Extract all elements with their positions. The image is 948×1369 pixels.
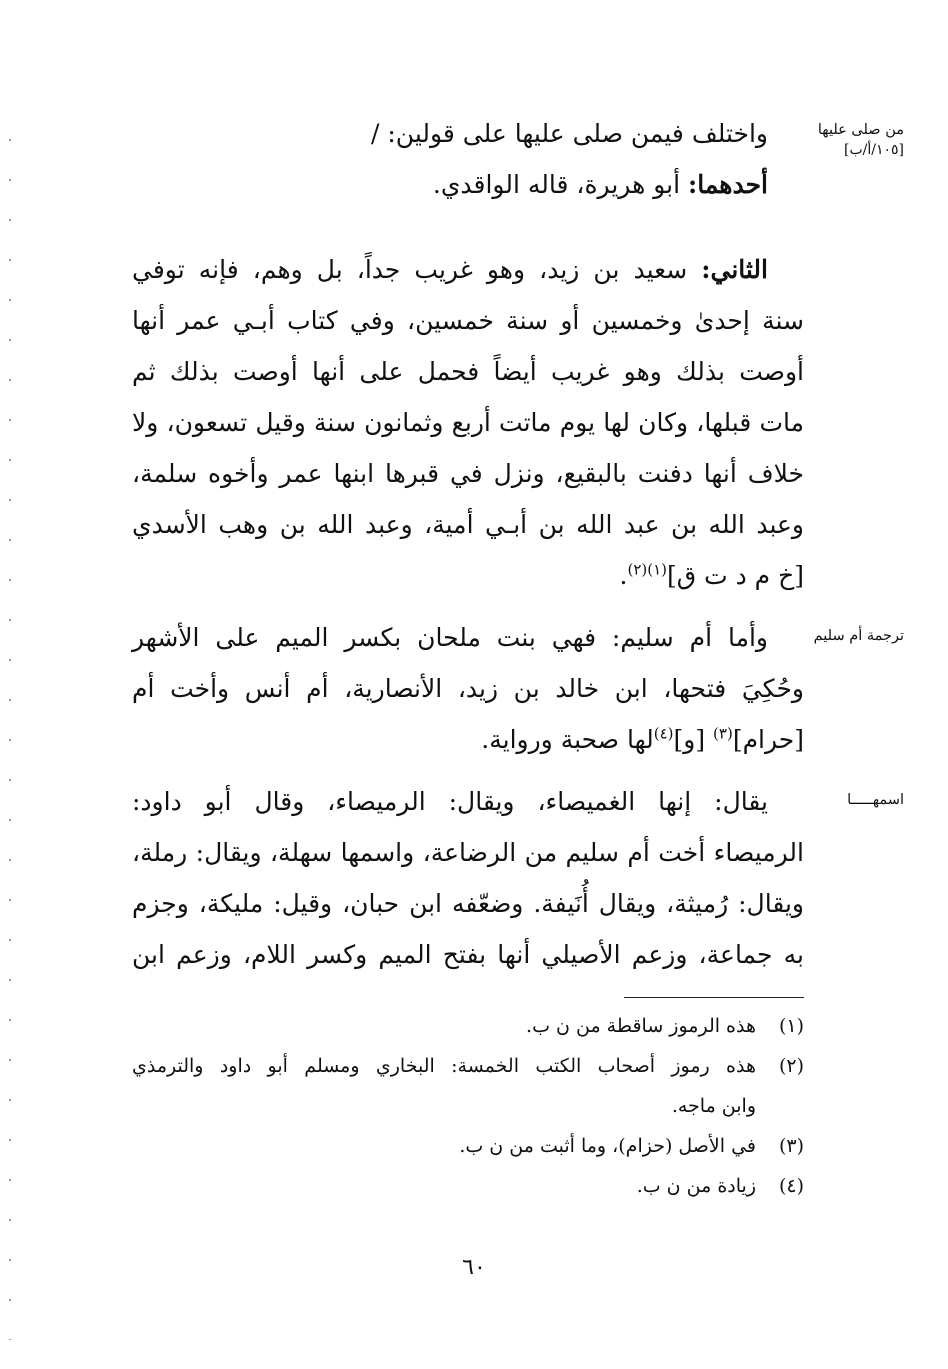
para4-line-1: يقال: إنها الغميصاء، ويقال: الرميصاء، وقال أبو داود:	[132, 787, 768, 816]
para2-line-1	[132, 244, 804, 295]
para2-line-7	[132, 550, 804, 601]
footnotes	[132, 1006, 804, 1206]
margin-note-biography: ترجمة أم سليم	[813, 628, 904, 644]
footnote-4-number: (٤)	[778, 1175, 804, 1197]
para2-line-5: خلاف أنها دفنت بالبقيع، ونزل في قبرها ابنها عمر وأخوه سلمة،	[132, 459, 804, 488]
para3-line-3	[132, 714, 804, 765]
margin-note-funeral	[809, 120, 904, 160]
footnote-3	[132, 1126, 804, 1166]
para3-line-1: وأما أم سليم: فهي بنت ملحان بكسر الميم على الأشهر	[132, 623, 768, 652]
footnote-separator	[624, 997, 804, 998]
para4-line-3: ويقال: رُميثة، ويقال أُنَيفة. وضعّفه ابن حبان، وقيل: مليكة، وجزم	[132, 889, 804, 918]
para2-line-4: مات قبلها، وكان لها يوم ماتت أربع وثمانون سنة وقيل تسعون، ولا	[132, 408, 804, 437]
footnote-ref-3: (٣)	[713, 724, 733, 743]
para1-heading: أحدهما:	[687, 170, 768, 199]
footnote-2-continued	[132, 1086, 804, 1126]
footnote-1-text: هذه الرموز ساقطة من ن ب.	[526, 1015, 756, 1037]
para2-line-7-end: .	[619, 561, 628, 590]
para3-line-3-a: [حرام]	[732, 725, 804, 754]
para1-line-2-text: أبو هريرة، قاله الواقدي.	[432, 170, 688, 199]
hadith-source-symbols: [خ م د ت ق]	[667, 561, 804, 590]
footnote-3-number: (٣)	[778, 1135, 804, 1157]
footnote-ref-1-2: (١)(٢)	[627, 560, 668, 579]
footnote-1-number: (١)	[778, 1015, 804, 1037]
page-number: ٦٠	[462, 1255, 486, 1280]
margin-note-funeral-text: من صلى عليها	[817, 122, 904, 138]
footnote-2-text-cont: وابن ماجه.	[671, 1095, 756, 1117]
paragraph-4	[132, 776, 804, 980]
manuscript-folio-ref: [١٠٥/أ/ب]	[844, 142, 904, 158]
para1-line-2	[132, 159, 804, 210]
para1-line-1: واختلف فيمن صلى عليها على قولين: /	[371, 119, 768, 148]
footnote-2	[132, 1046, 804, 1086]
para2-line-2: سنة إحدىٰ وخمسين أو سنة خمسين، وفي كتاب أبـي عمر أنها	[132, 306, 804, 335]
footnote-ref-4: (٤)	[653, 724, 674, 743]
para3-line-3-b: [و]	[673, 725, 714, 754]
scan-dot-border	[8, 120, 12, 1340]
footnote-4-text: زيادة من ن ب.	[636, 1175, 756, 1197]
footnote-3-text: في الأصل (حزام)، وما أثبت من ن ب.	[459, 1135, 756, 1157]
paragraph-2	[132, 244, 804, 601]
para2-line-6: وعبد الله بن عبد الله بن أبـي أمية، وعبد الله بن وهب الأسدي	[132, 510, 804, 539]
footnote-1	[132, 1006, 804, 1046]
para2-heading: الثاني:	[701, 255, 768, 284]
para2-line-1-text: سعيد بن زيد، وهو غريب جداً، بل وهم، فإنه توفي	[132, 255, 702, 284]
para3-line-3-c: لها صحبة ورواية.	[481, 725, 654, 754]
margin-note-name: اسمهـــــا	[847, 792, 904, 808]
para4-line-4: به جماعة، وزعم الأصيلي أنها بفتح الميم وكسر اللام، وزعم ابن	[132, 940, 804, 969]
footnote-2-text: هذه رموز أصحاب الكتب الخمسة: البخاري ومسلم أبو داود والترمذي	[132, 1055, 756, 1077]
para4-line-2: الرميصاء أخت أم سليم من الرضاعة، واسمها سهلة، ويقال: رملة،	[132, 838, 804, 867]
para3-line-2: وحُكِيَ فتحها، ابن خالد بن زيد، الأنصارية، أم أنس وأخت أم	[132, 674, 804, 703]
footnote-2-number: (٢)	[778, 1055, 804, 1077]
paragraph-1	[132, 108, 804, 210]
para2-line-3: أوصت بذلك وهو غريب أيضاً فحمل على أنها أوصت بذلك ثم	[132, 357, 804, 386]
paragraph-3	[132, 612, 804, 765]
footnote-4	[132, 1166, 804, 1206]
